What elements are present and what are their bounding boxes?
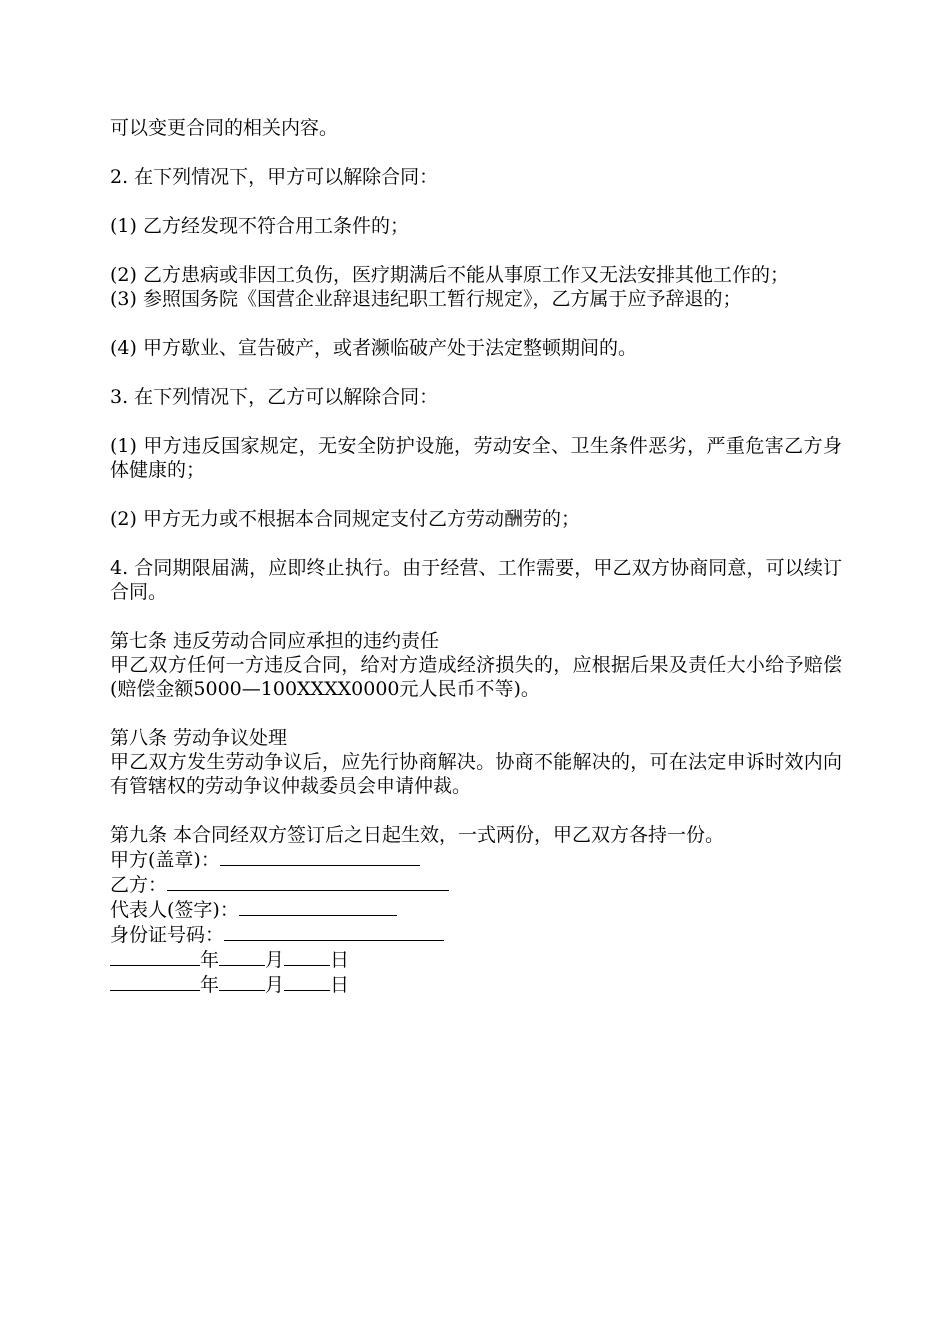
party-a-label: 甲方(盖章)： (110, 849, 220, 871)
representative-label: 代表人(签字)： (110, 899, 239, 921)
representative-line (110, 897, 842, 922)
date-1-day-field[interactable] (284, 947, 330, 966)
clause-2-item-1: (1) 乙方经发现不符合用工条件的； (110, 215, 409, 237)
signature-block (110, 847, 842, 997)
date-2-day-label: 日 (330, 974, 350, 996)
clause-3-item-1: (1) 甲方违反国家规定，无安全防护设施，劳动安全、卫生条件恶劣，严重危害乙方身体健康的； (110, 435, 842, 481)
clause-4: 4. 合同期限届满，应即终止执行。由于经营、工作需要，甲乙双方协商同意，可以续订合同。 (110, 557, 842, 603)
article-7-title: 第七条 违反劳动合同应承担的违约责任 (110, 630, 440, 652)
clause-2-item-4: (4) 甲方歇业、宣告破产，或者濒临破产处于法定整顿期间的。 (110, 337, 637, 359)
clause-2-heading: 2. 在下列情况下，甲方可以解除合同： (110, 166, 439, 188)
clause-3-heading: 3. 在下列情况下，乙方可以解除合同： (110, 386, 439, 408)
paragraph-continuation: 可以变更合同的相关内容。 (110, 117, 339, 139)
clause-2-item-2: (2) 乙方患病或非因工负伤，医疗期满后不能从事原工作又无法安排其他工作的； (110, 264, 789, 286)
party-b-label: 乙方： (110, 874, 168, 896)
date-1-month-label: 月 (265, 949, 285, 971)
date-line-2 (110, 972, 842, 997)
article-8-title: 第八条 劳动争议处理 (110, 727, 288, 749)
date-line-1 (110, 947, 842, 972)
article-8-body: 甲乙双方发生劳动争议后，应先行协商解决。协商不能解决的，可在法定申诉时效内向有管辖权的劳动争议仲裁委员会申请仲裁。 (110, 751, 842, 797)
date-2-month-field[interactable] (219, 972, 265, 991)
article-9: 第九条 本合同经双方签订后之日起生效，一式两份，甲乙双方各持一份。 (110, 824, 725, 846)
date-1-month-field[interactable] (219, 947, 265, 966)
party-a-field[interactable] (220, 847, 420, 866)
date-1-year-label: 年 (200, 949, 220, 971)
date-2-year-label: 年 (200, 974, 220, 996)
article-7-body: 甲乙双方任何一方违反合同，给对方造成经济损失的，应根据后果及责任大小给予赔偿(赔偿金额5000—100XXXX0000元人民币不等)。 (110, 654, 842, 700)
id-number-line (110, 922, 842, 947)
id-number-label: 身份证号码： (110, 924, 225, 946)
party-b-line (110, 872, 842, 897)
date-1-day-label: 日 (330, 949, 350, 971)
clause-2-item-3: (3) 参照国务院《国营企业辞退违纪职工暂行规定》，乙方属于应予辞退的； (110, 288, 742, 310)
party-a-line (110, 847, 842, 872)
date-2-month-label: 月 (265, 974, 285, 996)
id-number-field[interactable] (224, 922, 444, 941)
representative-field[interactable] (239, 897, 397, 916)
date-1-year-field[interactable] (110, 947, 200, 966)
clause-3-item-2: (2) 甲方无力或不根据本合同规定支付乙方劳动酬劳的； (110, 508, 580, 530)
date-2-year-field[interactable] (110, 972, 200, 991)
document-page (110, 116, 842, 997)
party-b-field[interactable] (167, 872, 449, 891)
date-2-day-field[interactable] (284, 972, 330, 991)
